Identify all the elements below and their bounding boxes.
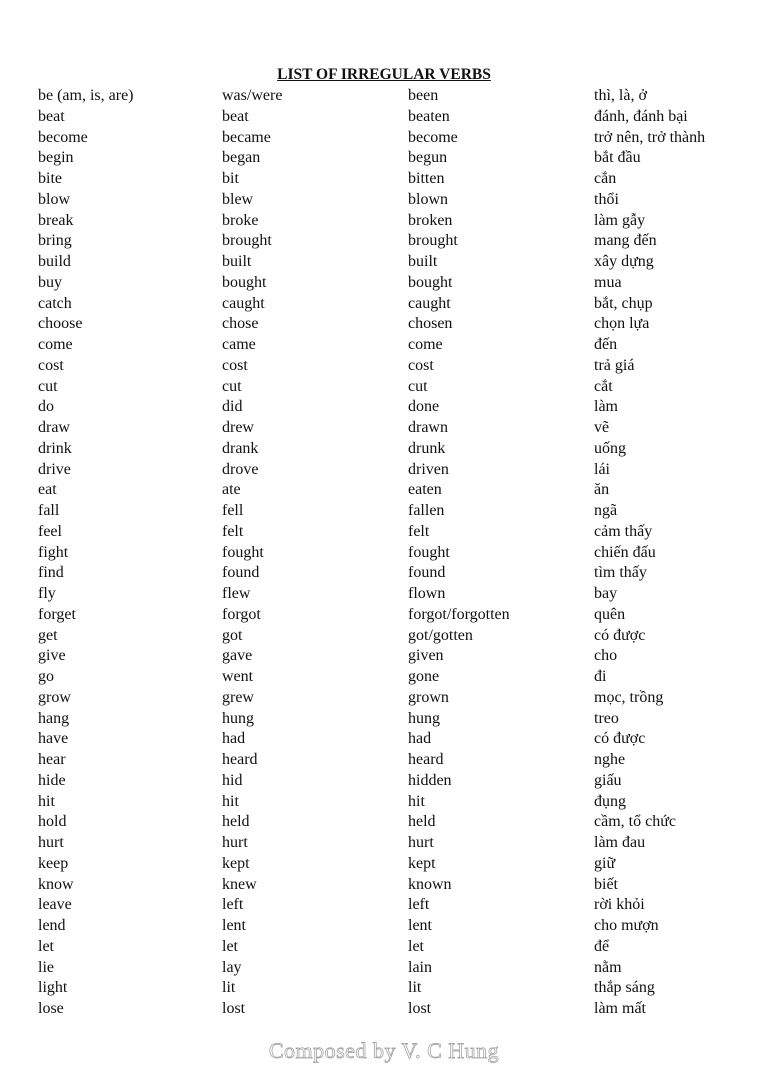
past-simple: drew (222, 419, 254, 436)
past-participle: drunk (408, 439, 446, 457)
past-participle: flown (408, 585, 446, 602)
past-participle: begun (408, 149, 448, 167)
past-participle: got/gotten (408, 626, 473, 644)
past-participle: heard (408, 751, 444, 768)
base-form: leave (38, 896, 72, 914)
vietnamese-meaning: cắn (594, 170, 617, 187)
past-participle: built (408, 253, 438, 270)
base-form: get (38, 626, 58, 644)
vietnamese-meaning: nghe (594, 751, 626, 768)
past-simple: hung (222, 709, 254, 727)
vietnamese-meaning: quên (594, 605, 626, 623)
past-participle: kept (408, 854, 436, 872)
base-form: hold (38, 813, 67, 831)
vietnamese-meaning: làm gẫy (594, 211, 646, 229)
past-simple: fought (222, 543, 264, 561)
vietnamese-meaning: treo (594, 709, 619, 727)
vietnamese-meaning: đánh, đánh bại (594, 107, 688, 125)
past-simple: flew (222, 585, 251, 602)
base-form: break (38, 211, 74, 229)
base-form: fall (38, 502, 60, 519)
vietnamese-meaning: cắt (594, 377, 613, 395)
past-simple: became (222, 128, 271, 146)
base-form: hang (38, 709, 70, 727)
base-form: have (38, 730, 69, 748)
past-simple: cut (222, 377, 242, 395)
vietnamese-meaning: đụng (594, 792, 626, 810)
base-form: lend (38, 917, 66, 934)
base-form: choose (38, 315, 83, 333)
vietnamese-meaning: cầm, tổ chức (594, 813, 676, 831)
past-simple: ate (222, 481, 241, 499)
past-simple: beat (222, 107, 249, 125)
past-simple: kept (222, 854, 250, 872)
base-form: draw (38, 419, 70, 436)
past-simple: caught (222, 294, 265, 312)
past-simple: went (222, 668, 254, 685)
past-participle: driven (408, 460, 449, 478)
base-form: bring (38, 232, 72, 250)
past-participle: felt (408, 522, 430, 540)
base-form: grow (38, 688, 71, 706)
vietnamese-meaning: có được (594, 730, 646, 748)
base-form: build (38, 253, 71, 270)
past-simple: lay (222, 958, 242, 976)
base-form: fly (38, 585, 56, 602)
past-participle: brought (408, 232, 458, 250)
past-participle: forgot/forgotten (408, 605, 510, 623)
past-simple: cost (222, 356, 248, 374)
vietnamese-meaning: giấu (594, 771, 622, 789)
past-participle: cost (408, 356, 434, 374)
past-participle: lost (408, 1000, 432, 1017)
vietnamese-meaning: cho mượn (594, 917, 659, 934)
vietnamese-meaning: chiến đấu (594, 543, 656, 561)
past-simple: hit (222, 792, 239, 810)
past-simple: broke (222, 211, 259, 229)
document-title: LIST OF IRREGULAR VERBS (277, 66, 491, 83)
past-participle: eaten (408, 481, 442, 499)
past-simple: lost (222, 1000, 246, 1017)
past-simple: held (222, 813, 250, 831)
watermark: Composed by V. C Hung (268, 1038, 500, 1063)
vietnamese-meaning: mua (594, 273, 622, 291)
base-form: begin (38, 149, 74, 167)
vietnamese-meaning: ăn (594, 481, 610, 499)
past-participle: lit (408, 979, 422, 997)
vietnamese-meaning: bắt đầu (594, 149, 641, 167)
past-simple: began (222, 149, 261, 167)
base-form: blow (38, 190, 70, 208)
base-form: hit (38, 792, 55, 810)
vietnamese-meaning: trả giá (594, 356, 635, 374)
base-form: lie (38, 958, 54, 976)
vietnamese-meaning: ngã (594, 502, 618, 519)
base-form: eat (38, 481, 57, 499)
base-form: let (38, 937, 54, 955)
past-simple: knew (222, 875, 257, 893)
past-participle: lent (408, 917, 432, 934)
past-simple: grew (222, 688, 254, 706)
base-form: give (38, 647, 66, 665)
past-simple: drove (222, 460, 259, 478)
past-participle: fought (408, 543, 450, 561)
vietnamese-meaning: chọn lựa (594, 315, 650, 333)
vietnamese-meaning: giữ (594, 854, 616, 872)
vietnamese-meaning: làm mất (594, 1000, 646, 1017)
past-simple: hurt (222, 834, 248, 851)
vietnamese-meaning: làm (594, 398, 618, 416)
past-participle: chosen (408, 315, 453, 333)
past-simple: fell (222, 502, 244, 519)
past-participle: given (408, 647, 444, 665)
past-participle: let (408, 937, 424, 955)
past-simple: let (222, 937, 238, 955)
vietnamese-meaning: cho (594, 647, 618, 665)
past-simple: forgot (222, 605, 261, 623)
base-form: hide (38, 771, 66, 789)
past-simple: bit (222, 170, 239, 187)
base-form: hurt (38, 834, 64, 851)
past-simple: had (222, 730, 246, 748)
past-participle: become (408, 128, 458, 146)
base-form: be (am, is, are) (38, 87, 134, 104)
vietnamese-meaning: đến (594, 336, 618, 353)
past-participle: hit (408, 792, 425, 810)
vietnamese-meaning: đi (594, 668, 607, 685)
past-simple: chose (222, 315, 259, 333)
vietnamese-meaning: lái (594, 460, 610, 478)
past-participle: hurt (408, 834, 434, 851)
past-simple: built (222, 253, 252, 270)
base-form: forget (38, 605, 76, 623)
vietnamese-meaning: để (594, 937, 610, 955)
past-participle: found (408, 564, 446, 582)
base-form: light (38, 979, 68, 997)
past-simple: came (222, 336, 256, 353)
past-participle: grown (408, 688, 449, 706)
past-simple: lent (222, 917, 246, 934)
past-participle: been (408, 87, 439, 104)
past-participle: fallen (408, 502, 445, 519)
past-participle: hung (408, 709, 440, 727)
vietnamese-meaning: có được (594, 626, 646, 644)
vietnamese-meaning: làm đau (594, 834, 646, 851)
vietnamese-meaning: cảm thấy (594, 522, 653, 540)
base-form: become (38, 128, 88, 146)
vietnamese-meaning: thì, là, ở (594, 87, 647, 104)
past-participle: blown (408, 190, 448, 208)
base-form: buy (38, 273, 62, 291)
past-participle: lain (408, 958, 432, 976)
past-simple: hid (222, 771, 243, 789)
past-participle: bitten (408, 170, 445, 187)
past-participle: drawn (408, 419, 448, 436)
base-form: cut (38, 377, 58, 395)
past-simple: left (222, 896, 244, 914)
past-participle: bought (408, 273, 453, 291)
base-form: bite (38, 170, 62, 187)
base-form: drive (38, 460, 71, 478)
past-participle: broken (408, 211, 453, 229)
past-participle: gone (408, 668, 440, 685)
vietnamese-meaning: xây dựng (594, 253, 654, 270)
vietnamese-meaning: thổi (594, 190, 619, 208)
past-participle: caught (408, 294, 451, 312)
past-participle: done (408, 398, 440, 416)
past-simple: heard (222, 751, 258, 768)
past-simple: lit (222, 979, 236, 997)
vietnamese-meaning: bay (594, 585, 618, 602)
past-participle: cut (408, 377, 428, 395)
base-form: hear (38, 751, 66, 768)
past-simple: was/were (222, 87, 283, 104)
base-form: come (38, 336, 73, 353)
base-form: drink (38, 439, 72, 457)
vietnamese-meaning: trở nên, trở thành (594, 128, 706, 146)
vietnamese-meaning: thắp sáng (594, 979, 655, 997)
vietnamese-meaning: tìm thấy (594, 564, 647, 582)
base-form: catch (38, 294, 72, 312)
past-participle: come (408, 336, 443, 353)
vietnamese-meaning: rời khỏi (594, 896, 645, 914)
past-participle: hidden (408, 771, 452, 789)
vietnamese-meaning: mang đến (594, 232, 657, 250)
past-simple: drank (222, 439, 259, 457)
past-participle: left (408, 896, 430, 914)
base-form: keep (38, 854, 69, 872)
past-participle: held (408, 813, 436, 831)
past-simple: bought (222, 273, 267, 291)
vietnamese-meaning: bắt, chụp (594, 294, 653, 312)
past-simple: found (222, 564, 260, 582)
base-form: lose (38, 1000, 64, 1017)
past-participle: had (408, 730, 432, 748)
base-form: fight (38, 543, 69, 561)
base-form: go (38, 668, 54, 685)
base-form: do (38, 398, 54, 416)
vietnamese-meaning: nằm (594, 958, 622, 976)
base-form: find (38, 564, 64, 582)
base-form: cost (38, 356, 64, 374)
base-form: feel (38, 522, 62, 540)
vietnamese-meaning: uống (594, 439, 626, 457)
vietnamese-meaning: mọc, trồng (594, 688, 664, 706)
base-form: know (38, 875, 74, 893)
vietnamese-meaning: vẽ (594, 419, 610, 436)
base-form: beat (38, 107, 65, 125)
past-simple: did (222, 398, 243, 416)
past-simple: gave (222, 647, 253, 665)
past-participle: known (408, 875, 452, 893)
past-simple: got (222, 626, 243, 644)
past-simple: brought (222, 232, 272, 250)
past-simple: felt (222, 522, 244, 540)
vietnamese-meaning: biết (594, 875, 618, 893)
past-simple: blew (222, 190, 254, 208)
past-participle: beaten (408, 107, 450, 125)
